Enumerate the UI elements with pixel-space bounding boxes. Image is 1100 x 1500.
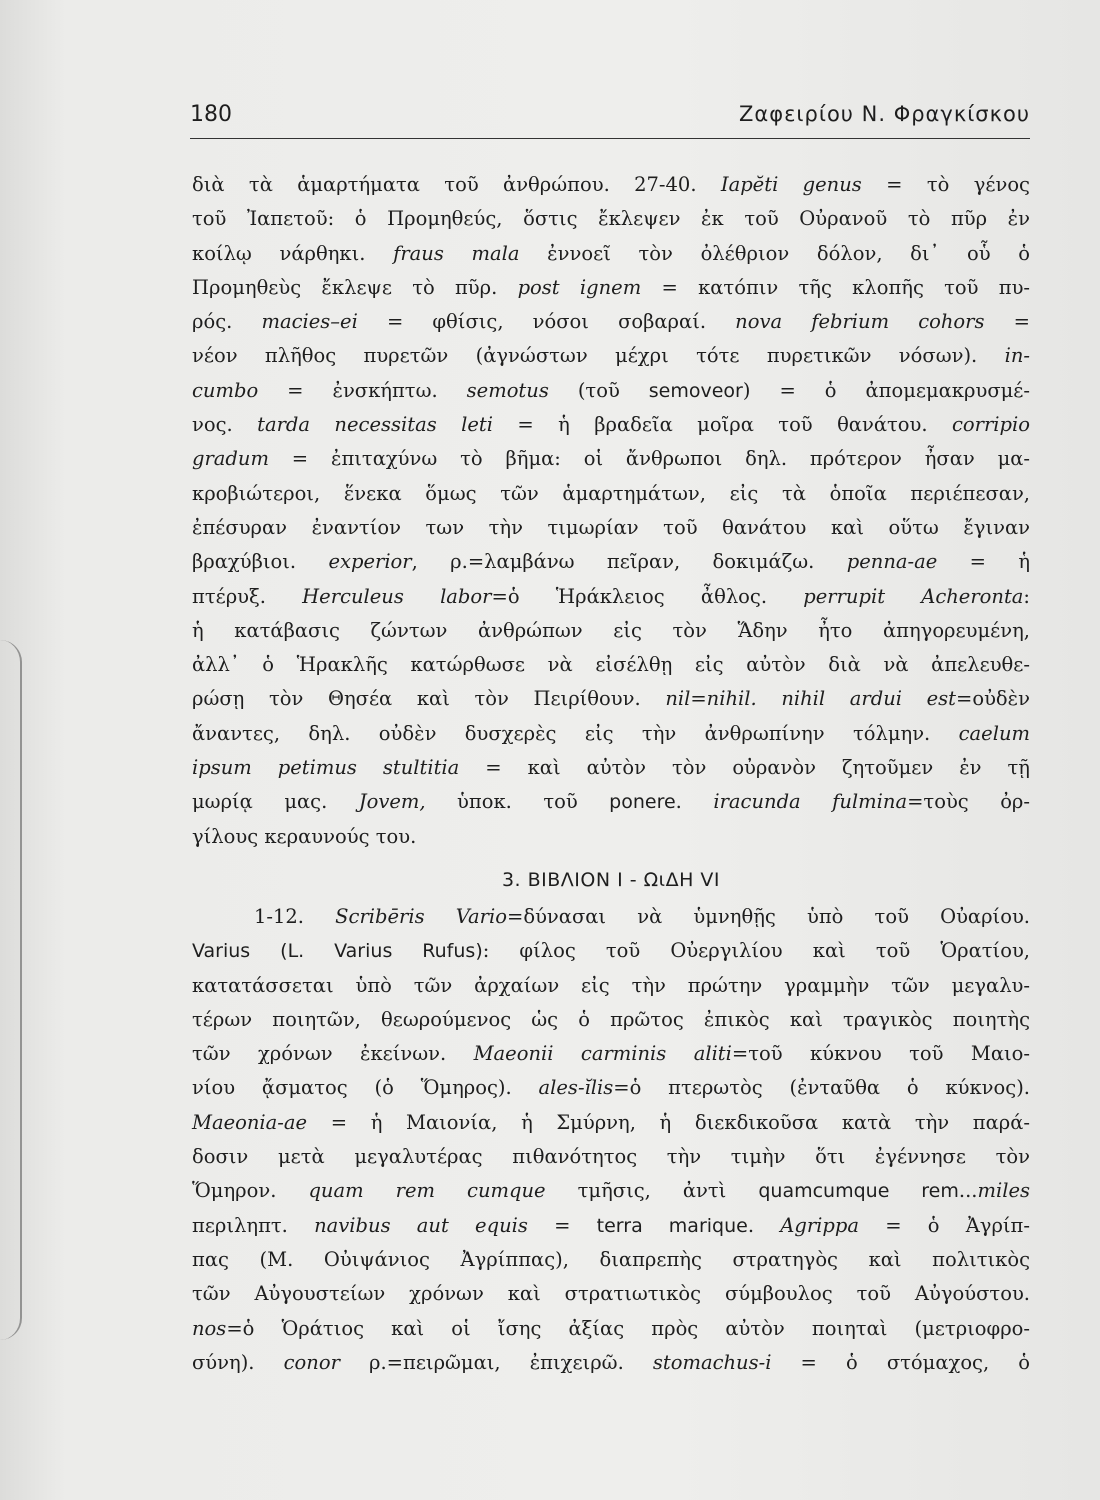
text-run: =	[984, 310, 1030, 334]
latin-term: penna-ae	[846, 550, 938, 574]
page-number: 180	[190, 102, 232, 127]
latin-term: Maeonia-ae	[192, 1110, 308, 1134]
text-run: ρός.	[192, 310, 262, 334]
text-run: ὑποκ. τοῦ	[425, 790, 610, 814]
text-run: πας (Μ. Οὐιψάνιος Ἀγρίππας), διαπρεπὴς στρατηγὸς καὶ πολιτικὸς	[192, 1247, 1030, 1271]
text-line	[192, 442, 1030, 476]
latin-term: fraus mala	[393, 241, 520, 265]
text-line	[192, 900, 1030, 934]
latin-term: quam rem cumque	[308, 1179, 546, 1203]
text-line	[192, 1037, 1030, 1071]
text-line	[192, 1243, 1030, 1277]
latin-word: terra marique	[596, 1214, 748, 1237]
text-line	[192, 648, 1030, 682]
latin-term: perrupit Acheronta	[803, 584, 1024, 608]
text-line	[192, 1071, 1030, 1105]
text-run: :	[1023, 584, 1030, 608]
text-run: ) = ὁ ἀπομεμακρυσμέ-	[742, 378, 1030, 402]
text-run: τῶν Αὐγουστείων χρόνων καὶ στρατιωτικὸς σύμβουλος τοῦ Αὐγούστου.	[192, 1282, 1030, 1306]
text-line	[192, 1312, 1030, 1346]
text-line	[192, 820, 1030, 854]
text-run: τοῦ Ἰαπετοῦ: ὁ Προμηθεύς, ὅστις ἔκλεψεν ἐκ τοῦ Οὐρανοῦ τὸ πῦρ ἐν	[192, 207, 1030, 231]
commentary-block-2	[192, 900, 1030, 1380]
text-line	[192, 511, 1030, 545]
latin-term: macies–ei	[261, 310, 358, 334]
text-line	[192, 1174, 1030, 1208]
latin-term: Iapĕti genus	[720, 173, 862, 196]
text-run: ἄναντες, δηλ. οὐδὲν δυσχερὲς εἰς τὴν ἀνθρωπίνην τόλμην.	[192, 721, 959, 745]
text-line	[192, 477, 1030, 511]
text-run: περιληπτ.	[192, 1213, 315, 1237]
text-run: = καὶ αὐτὸν τὸν οὐρανὸν ζητοῦμεν ἐν τῇ	[459, 756, 1030, 780]
text-run: κροβιώτεροι, ἕνεκα ὅμως τῶν ἁμαρτημάτων, εἰς τὰ ὁποῖα περιέπεσαν,	[192, 481, 1030, 505]
text-line	[192, 374, 1030, 408]
text-run: ...	[958, 1179, 978, 1203]
text-line	[192, 682, 1030, 716]
text-run: μωρίᾳ μας.	[192, 790, 359, 814]
text-run: ἐπέσυραν ἐναντίον των τὴν τιμωρίαν τοῦ θανάτου καὶ οὕτω ἔγιναν	[192, 515, 1030, 539]
text-run: ἀλλ᾿ ὁ Ἡρακλῆς κατώρθωσε νὰ εἰσέλθῃ εἰς αὐτὸν διὰ νὰ ἀπελευθε-	[192, 653, 1030, 677]
latin-term: miles	[977, 1179, 1030, 1203]
commentary-block-1	[192, 168, 1030, 854]
latin-term: in-	[1004, 344, 1030, 368]
text-line	[192, 1140, 1030, 1174]
text-run: ρώσῃ τὸν Θησέα καὶ τὸν Πειρίθουν.	[192, 687, 666, 711]
text-run: =τοῦ κύκνου τοῦ Μαιο-	[731, 1042, 1030, 1066]
text-line	[192, 408, 1030, 442]
text-run: δοσιν μετὰ μεγαλυτέρας πιθανότητος τὴν τιμὴν ὅτι ἐγέννησε τὸν	[192, 1145, 1030, 1169]
latin-word: quamcumque rem	[758, 1180, 959, 1203]
text-run: Προμηθεὺς ἔκλεψε τὸ πῦρ.	[192, 275, 518, 299]
text-line	[192, 1106, 1030, 1140]
text-line	[192, 751, 1030, 785]
text-run: Ὅμηρον.	[192, 1179, 309, 1203]
text-run: (τοῦ	[548, 378, 649, 402]
latin-term: gradum	[192, 447, 269, 471]
latin-term: tarda necessitas leti	[257, 413, 493, 437]
text-run: νος.	[192, 413, 258, 437]
text-run: = ἐνσκήπτω.	[258, 378, 467, 402]
text-run: =δύνασαι νὰ ὑμνηθῇς ὑπὸ τοῦ Οὐαρίου.	[506, 904, 1030, 928]
text-run: βραχύβιοι.	[192, 550, 329, 574]
text-run: = ἡ βραδεῖα μοῖρα τοῦ θανάτου.	[492, 413, 952, 437]
text-run: = ὁ Ἀγρίπ-	[858, 1213, 1030, 1237]
text-run: νίου ᾄσματος (ὁ Ὅμηρος).	[192, 1076, 539, 1100]
text-run: κοίλῳ νάρθηκι.	[192, 241, 394, 265]
latin-term: cumbo	[192, 378, 259, 402]
latin-term: Agrippa	[780, 1213, 859, 1237]
text-line	[192, 969, 1030, 1003]
text-line	[192, 339, 1030, 373]
text-run: τέρων ποιητῶν, θεωρούμενος ὡς ὁ πρῶτος ἐπικὸς καὶ τραγικὸς ποιητὴς	[192, 1007, 1030, 1031]
page-header	[190, 98, 1030, 139]
latin-term: nos	[192, 1316, 227, 1340]
latin-word: Varius (L. Varius Rufus)	[192, 940, 483, 963]
text-run: διὰ τὰ ἁμαρτήματα τοῦ ἀνθρώπου. 27-40.	[192, 173, 721, 196]
text-run: =ὁ Ὁράτιος καὶ οἱ ἴσης ἀξίας πρὸς αὐτὸν ποιηταὶ (μετριοφρο-	[226, 1316, 1030, 1340]
text-run: κατατάσσεται ὑπὸ τῶν ἀρχαίων εἰς τὴν πρώτην γραμμὴν τῶν μεγαλυ-	[192, 973, 1030, 997]
latin-term: nil=nihil. nihil ardui est	[665, 687, 956, 711]
text-line	[192, 1277, 1030, 1311]
text-run: πτέρυξ.	[192, 584, 303, 608]
body-text	[192, 168, 1030, 1380]
latin-term: corripio	[952, 413, 1030, 437]
text-line	[192, 202, 1030, 236]
text-run: = κατόπιν τῆς κλοπῆς τοῦ πυ-	[641, 275, 1031, 299]
latin-term: Maeonii carminis aliti	[473, 1042, 732, 1066]
text-run: = τὸ γένος	[861, 173, 1030, 196]
latin-term: post ignem	[517, 275, 642, 299]
text-run: ἡ κατάβασις ζώντων ἀνθρώπων εἰς τὸν Ἅδην ἦτο ἀπηγορευμένη,	[192, 618, 1030, 642]
text-run: .	[747, 1213, 781, 1237]
text-run: = ἐπιταχύνω τὸ βῆμα: οἱ ἄνθρωποι δηλ. πρότερον ἦσαν μα-	[268, 447, 1030, 471]
text-run: 1-12.	[254, 904, 336, 928]
text-run: =ὁ Ἡράκλειος ἆθλος.	[491, 584, 804, 608]
text-run: ρ.=πειρῶμαι, ἐπιχειρῶ.	[339, 1350, 653, 1374]
text-run: =ὁ πτερωτὸς (ἐνταῦθα ὁ κύκνος).	[613, 1076, 1031, 1100]
latin-term: iracunda fulmina	[713, 790, 908, 814]
text-run: = φθίσις, νόσοι σοβαραί.	[357, 310, 736, 334]
text-line	[192, 580, 1030, 614]
text-run: = ἡ Μαιονία, ἡ Σμύρνη, ἡ διεκδικοῦσα κατὰ τὴν παρά-	[307, 1110, 1030, 1134]
latin-term: stomachus-i	[652, 1350, 772, 1374]
latin-term: Jovem,	[358, 790, 426, 814]
running-head: Ζαφειρίου Ν. Φραγκίσκου	[738, 102, 1030, 126]
text-run: =τοὺς ὀρ-	[907, 790, 1030, 814]
latin-word: semoveor	[648, 379, 743, 402]
text-line	[192, 614, 1030, 648]
text-run: : φίλος τοῦ Οὐεργιλίου καὶ τοῦ Ὁρατίου,	[482, 939, 1030, 963]
latin-term: Scribēris Vario	[335, 904, 507, 928]
page-curl-shadow	[0, 640, 22, 1340]
text-line	[192, 237, 1030, 271]
latin-term: nova febrium cohors	[735, 310, 985, 334]
text-line	[192, 717, 1030, 751]
text-run: , ρ.=λαμβάνω πεῖραν, δοκιμάζω.	[411, 550, 847, 574]
text-line	[192, 305, 1030, 339]
latin-term: caelum	[958, 721, 1030, 745]
text-line	[192, 934, 1030, 968]
text-run: = ὁ στόμαχος, ὁ	[771, 1350, 1031, 1374]
text-run: νέον πλῆθος πυρετῶν (ἀγνώστων μέχρι τότε πυρετικῶν νόσων).	[192, 344, 1005, 368]
text-line	[192, 785, 1030, 819]
latin-word: ponere	[609, 791, 676, 814]
latin-term: conor	[283, 1350, 340, 1374]
text-line	[192, 1003, 1030, 1037]
latin-term: navibus aut equis	[314, 1213, 528, 1237]
section-heading: 3. ΒΙΒΛΙΟΝ Ι - ΩιΔΗ VI	[501, 868, 721, 891]
text-line	[192, 1209, 1030, 1243]
text-run: =	[527, 1213, 597, 1237]
text-run: τμῆσις, ἀντὶ	[545, 1179, 759, 1203]
text-run: σύνη).	[192, 1350, 284, 1374]
latin-term: Herculeus labor	[302, 584, 492, 608]
text-line	[192, 545, 1030, 579]
text-line	[192, 168, 1030, 202]
text-run: γίλους κεραυνούς του.	[192, 824, 417, 848]
text-run: ἐννοεῖ τὸν ὀλέθριον δόλον, δι᾿ οὗ ὁ	[519, 241, 1030, 265]
latin-term: experior	[328, 550, 412, 574]
latin-term: semotus	[466, 378, 549, 402]
text-line	[192, 1346, 1030, 1380]
text-run: .	[675, 790, 714, 814]
latin-term: ipsum petimus stultitia	[192, 756, 460, 780]
text-line	[192, 271, 1030, 305]
text-run: =οὐδὲν	[956, 687, 1030, 711]
latin-term: ales-ĭlis	[538, 1076, 614, 1100]
text-run: = ἡ	[937, 550, 1031, 574]
text-run: τῶν χρόνων ἐκείνων.	[192, 1042, 474, 1066]
